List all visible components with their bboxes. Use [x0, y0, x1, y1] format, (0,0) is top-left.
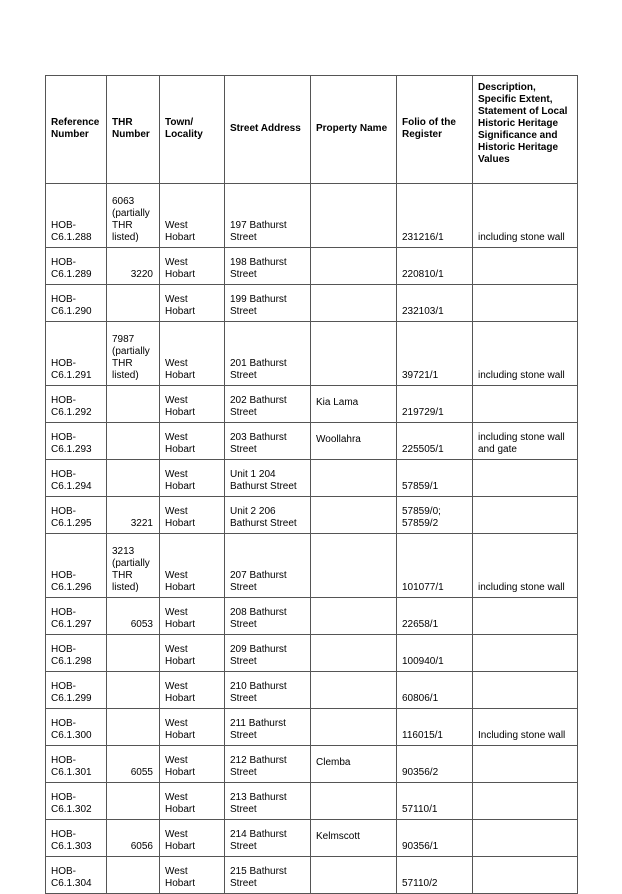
cell-property-name [311, 598, 397, 635]
cell-description: Including stone wall [473, 709, 578, 746]
cell-property-name [311, 497, 397, 534]
cell-property-name: Kia Lama [311, 386, 397, 423]
cell-reference-number: HOB-C6.1.294 [46, 460, 107, 497]
cell-reference-number: HOB-C6.1.289 [46, 248, 107, 285]
cell-town-locality: West Hobart [160, 820, 225, 857]
cell-thr-number [107, 783, 160, 820]
cell-street-address: 197 Bathurst Street [225, 184, 311, 248]
cell-town-locality: West Hobart [160, 857, 225, 894]
table-row [46, 709, 578, 746]
cell-thr-number [107, 672, 160, 709]
cell-street-address: 202 Bathurst Street [225, 386, 311, 423]
cell-town-locality: West Hobart [160, 460, 225, 497]
cell-reference-number: HOB-C6.1.304 [46, 857, 107, 894]
cell-description [473, 857, 578, 894]
cell-folio: 57110/2 [397, 857, 473, 894]
cell-folio: 39721/1 [397, 322, 473, 386]
cell-property-name: Woollahra [311, 423, 397, 460]
cell-folio: 101077/1 [397, 534, 473, 598]
cell-street-address: 207 Bathurst Street [225, 534, 311, 598]
cell-town-locality: West Hobart [160, 497, 225, 534]
header-property-name: Property Name [311, 76, 397, 184]
cell-property-name [311, 783, 397, 820]
table-row [46, 820, 578, 857]
cell-description: including stone wall and gate [473, 423, 578, 460]
cell-street-address: Unit 2 206 Bathurst Street [225, 497, 311, 534]
cell-thr-number: 6055 [107, 746, 160, 783]
cell-street-address: 213 Bathurst Street [225, 783, 311, 820]
cell-folio: 57859/1 [397, 460, 473, 497]
cell-description [473, 460, 578, 497]
cell-street-address: 209 Bathurst Street [225, 635, 311, 672]
cell-street-address: 215 Bathurst Street [225, 857, 311, 894]
cell-town-locality: West Hobart [160, 598, 225, 635]
table-row [46, 598, 578, 635]
cell-folio: 90356/2 [397, 746, 473, 783]
cell-reference-number: HOB-C6.1.292 [46, 386, 107, 423]
cell-description [473, 635, 578, 672]
cell-reference-number: HOB-C6.1.303 [46, 820, 107, 857]
cell-town-locality: West Hobart [160, 184, 225, 248]
table-row [46, 672, 578, 709]
cell-folio: 232103/1 [397, 285, 473, 322]
cell-property-name [311, 709, 397, 746]
cell-folio: 57110/1 [397, 783, 473, 820]
cell-town-locality: West Hobart [160, 709, 225, 746]
table-row [46, 184, 578, 248]
cell-street-address: 210 Bathurst Street [225, 672, 311, 709]
cell-reference-number: HOB-C6.1.297 [46, 598, 107, 635]
cell-town-locality: West Hobart [160, 386, 225, 423]
cell-reference-number: HOB-C6.1.301 [46, 746, 107, 783]
cell-property-name [311, 534, 397, 598]
cell-description [473, 248, 578, 285]
cell-property-name [311, 322, 397, 386]
cell-town-locality: West Hobart [160, 248, 225, 285]
cell-folio: 22658/1 [397, 598, 473, 635]
cell-street-address: 212 Bathurst Street [225, 746, 311, 783]
cell-thr-number [107, 423, 160, 460]
cell-description [473, 746, 578, 783]
cell-thr-number [107, 285, 160, 322]
cell-reference-number: HOB-C6.1.299 [46, 672, 107, 709]
cell-thr-number [107, 386, 160, 423]
cell-folio: 100940/1 [397, 635, 473, 672]
cell-folio: 90356/1 [397, 820, 473, 857]
table-row [46, 746, 578, 783]
cell-street-address: Unit 1 204 Bathurst Street [225, 460, 311, 497]
table-row [46, 386, 578, 423]
cell-reference-number: HOB-C6.1.296 [46, 534, 107, 598]
cell-description [473, 820, 578, 857]
table-row [46, 783, 578, 820]
cell-description [473, 783, 578, 820]
cell-property-name [311, 460, 397, 497]
cell-thr-number: 3220 [107, 248, 160, 285]
table-row [46, 285, 578, 322]
cell-town-locality: West Hobart [160, 672, 225, 709]
header-folio: Folio of the Register [397, 76, 473, 184]
cell-property-name [311, 285, 397, 322]
cell-town-locality: West Hobart [160, 322, 225, 386]
header-street-address: Street Address [225, 76, 311, 184]
table-row [46, 497, 578, 534]
header-thr-number: THR Number [107, 76, 160, 184]
cell-reference-number: HOB-C6.1.295 [46, 497, 107, 534]
cell-property-name [311, 248, 397, 285]
cell-description [473, 672, 578, 709]
cell-thr-number: 6056 [107, 820, 160, 857]
cell-description: including stone wall [473, 184, 578, 248]
table-header-row [46, 76, 578, 184]
cell-street-address: 203 Bathurst Street [225, 423, 311, 460]
cell-property-name [311, 184, 397, 248]
cell-description [473, 285, 578, 322]
table-row [46, 322, 578, 386]
cell-description: including stone wall [473, 534, 578, 598]
cell-town-locality: West Hobart [160, 783, 225, 820]
cell-folio: 116015/1 [397, 709, 473, 746]
cell-street-address: 198 Bathurst Street [225, 248, 311, 285]
table-row [46, 248, 578, 285]
cell-property-name: Clemba [311, 746, 397, 783]
cell-thr-number [107, 635, 160, 672]
header-description: Description, Specific Extent, Statement of Local Historic Heritage Significance and Historic Heritage Values [473, 76, 578, 184]
cell-town-locality: West Hobart [160, 746, 225, 783]
cell-folio: 220810/1 [397, 248, 473, 285]
cell-description: including stone wall [473, 322, 578, 386]
cell-folio: 57859/0; 57859/2 [397, 497, 473, 534]
table-row [46, 857, 578, 894]
cell-reference-number: HOB-C6.1.298 [46, 635, 107, 672]
cell-reference-number: HOB-C6.1.300 [46, 709, 107, 746]
cell-street-address: 211 Bathurst Street [225, 709, 311, 746]
cell-reference-number: HOB-C6.1.302 [46, 783, 107, 820]
header-reference-number: Reference Number [46, 76, 107, 184]
cell-reference-number: HOB-C6.1.291 [46, 322, 107, 386]
cell-thr-number: 7987 (partially THR listed) [107, 322, 160, 386]
heritage-register-table [45, 75, 578, 894]
cell-street-address: 201 Bathurst Street [225, 322, 311, 386]
cell-property-name [311, 672, 397, 709]
cell-street-address: 199 Bathurst Street [225, 285, 311, 322]
table-row [46, 460, 578, 497]
cell-thr-number [107, 709, 160, 746]
cell-town-locality: West Hobart [160, 635, 225, 672]
cell-folio: 225505/1 [397, 423, 473, 460]
table-row [46, 423, 578, 460]
cell-reference-number: HOB-C6.1.293 [46, 423, 107, 460]
cell-thr-number [107, 857, 160, 894]
cell-street-address: 208 Bathurst Street [225, 598, 311, 635]
cell-thr-number: 6053 [107, 598, 160, 635]
cell-folio: 231216/1 [397, 184, 473, 248]
cell-thr-number: 3213 (partially THR listed) [107, 534, 160, 598]
cell-town-locality: West Hobart [160, 423, 225, 460]
cell-folio: 60806/1 [397, 672, 473, 709]
cell-folio: 219729/1 [397, 386, 473, 423]
cell-reference-number: HOB-C6.1.290 [46, 285, 107, 322]
cell-town-locality: West Hobart [160, 534, 225, 598]
cell-town-locality: West Hobart [160, 285, 225, 322]
cell-description [473, 386, 578, 423]
cell-description [473, 598, 578, 635]
cell-reference-number: HOB-C6.1.288 [46, 184, 107, 248]
cell-description [473, 497, 578, 534]
cell-property-name: Kelmscott [311, 820, 397, 857]
cell-thr-number [107, 460, 160, 497]
cell-street-address: 214 Bathurst Street [225, 820, 311, 857]
cell-thr-number: 3221 [107, 497, 160, 534]
cell-property-name [311, 857, 397, 894]
header-town-locality: Town/ Locality [160, 76, 225, 184]
cell-thr-number: 6063 (partially THR listed) [107, 184, 160, 248]
table-row [46, 534, 578, 598]
cell-property-name [311, 635, 397, 672]
table-row [46, 635, 578, 672]
